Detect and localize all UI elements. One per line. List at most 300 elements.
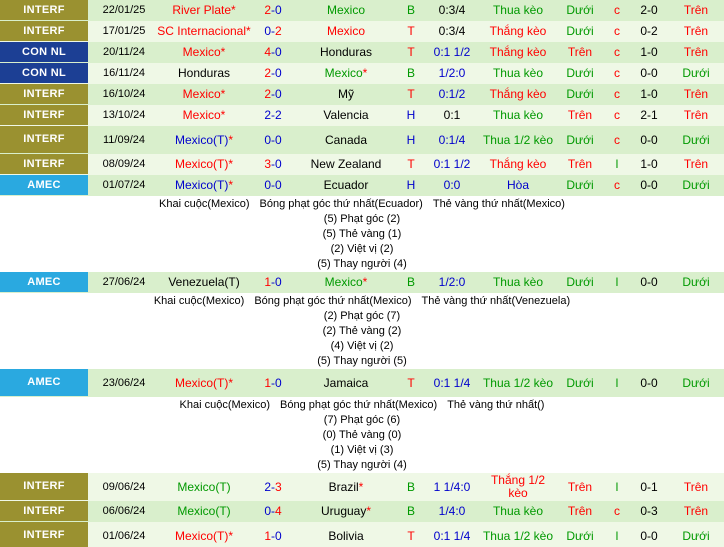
home-team-name: Mexico(T) — [174, 178, 229, 192]
handicap-result — [480, 369, 556, 397]
away-team[interactable] — [294, 272, 398, 293]
over-under-ft — [556, 84, 604, 105]
even-odd-text: l — [615, 528, 619, 543]
league-badge[interactable]: INTERF — [0, 473, 88, 500]
league-badge[interactable]: INTERF — [0, 501, 88, 521]
over-under-ft-text: Dưới — [566, 528, 594, 543]
handicap-line-text: 1 1/4:0 — [433, 479, 471, 494]
over-under-ft-text: Dưới — [566, 178, 594, 192]
match-row — [0, 473, 724, 501]
handicap-result-text: Thắng kèo — [489, 45, 547, 59]
league-badge[interactable]: INTERF — [0, 154, 88, 174]
over-under-ft-text: Trên — [567, 157, 593, 171]
ft-score-dash: - — [271, 66, 275, 80]
ft-score-dash: - — [271, 45, 275, 59]
ft-score-dash: - — [271, 157, 275, 171]
ft-score-dash: - — [271, 24, 275, 38]
home-team-name: Mexico(T) — [177, 504, 231, 518]
home-team[interactable] — [156, 501, 252, 522]
stats-opening: Khai cuộc(Mexico) — [159, 197, 250, 210]
match-row — [0, 84, 724, 105]
ht-score — [630, 501, 668, 522]
league-badge-cell — [0, 501, 92, 522]
away-team-star: * — [362, 66, 368, 80]
away-team-name: Brazil — [328, 479, 359, 494]
over-under-ft — [556, 369, 604, 397]
ht-score-text: 0-0 — [640, 132, 658, 147]
home-team[interactable] — [156, 63, 252, 84]
result-letter-text: H — [406, 108, 416, 122]
stats-line: (4) Việt vị (2) — [330, 339, 394, 352]
ft-score — [252, 126, 294, 154]
match-row — [0, 63, 724, 84]
away-team[interactable] — [294, 0, 398, 21]
away-team[interactable] — [294, 63, 398, 84]
stats-line: (2) Phạt góc (7) — [323, 309, 401, 322]
ft-score-dash: - — [271, 275, 275, 289]
ft-score-home: 0 — [264, 24, 271, 38]
over-under-ht — [668, 175, 724, 196]
over-under-ht-text: Dưới — [682, 528, 710, 543]
home-team[interactable] — [156, 272, 252, 293]
ft-score-home: 1 — [264, 275, 271, 289]
stats-first-corner: Bóng phạt góc thứ nhất(Mexico) — [280, 398, 438, 411]
handicap-line-text: 1/2:0 — [438, 66, 466, 80]
stats-first-yellow: Thẻ vàng thứ nhất(Venezuela) — [421, 294, 571, 307]
ht-score-text: 0-0 — [640, 375, 658, 390]
match-row — [0, 42, 724, 63]
ht-score — [630, 473, 668, 501]
match-date-text: 06/06/24 — [102, 505, 146, 517]
ft-score — [252, 501, 294, 522]
over-under-ht — [668, 272, 724, 293]
away-team-star: * — [358, 479, 364, 494]
over-under-ht-text: Dưới — [682, 178, 710, 192]
handicap-result — [480, 63, 556, 84]
even-odd — [604, 84, 630, 105]
ht-score — [630, 63, 668, 84]
home-team-name: Mexico — [182, 108, 221, 122]
stats-line: (2) Thẻ vàng (2) — [322, 324, 402, 337]
handicap-result-text: Thua 1/2 kèo — [482, 528, 554, 543]
even-odd — [604, 369, 630, 397]
ft-score-away: 3 — [275, 479, 282, 494]
home-team-name: Mexico(T) — [174, 157, 229, 171]
result-letter-text: T — [407, 157, 415, 171]
match-stats-block — [0, 397, 724, 473]
home-team[interactable] — [156, 522, 252, 547]
ft-score-away: 0 — [275, 45, 282, 59]
over-under-ht — [668, 473, 724, 501]
ft-score-away: 4 — [275, 504, 282, 518]
over-under-ht-text: Trên — [683, 504, 709, 518]
away-team[interactable] — [294, 84, 398, 105]
result-letter — [398, 473, 424, 501]
even-odd-text: c — [614, 45, 620, 59]
stats-first-yellow: Thẻ vàng thứ nhất() — [447, 398, 545, 411]
even-odd — [604, 105, 630, 126]
ht-score — [630, 175, 668, 196]
even-odd-text: c — [614, 3, 620, 17]
ht-score-text: 0-1 — [640, 479, 658, 494]
away-team[interactable] — [294, 501, 398, 522]
league-badge-cell — [0, 369, 92, 397]
over-under-ft-text: Trên — [567, 479, 593, 494]
match-date — [92, 21, 156, 42]
league-badge-cell — [0, 473, 92, 501]
home-team-name: Mexico(T) — [174, 528, 229, 543]
match-date — [92, 42, 156, 63]
home-team[interactable] — [156, 105, 252, 126]
handicap-result-text: Thua kèo — [492, 504, 544, 518]
away-team-name: Ecuador — [323, 178, 369, 192]
result-letter-text: T — [407, 87, 415, 101]
ft-score — [252, 84, 294, 105]
home-team[interactable] — [156, 175, 252, 196]
home-team-star: * — [231, 3, 236, 17]
home-team[interactable] — [156, 0, 252, 21]
ft-score — [252, 21, 294, 42]
ft-score-home: 1 — [264, 375, 271, 390]
ft-score-away: 0 — [275, 157, 282, 171]
ft-score-home: 3 — [264, 157, 271, 171]
over-under-ht — [668, 63, 724, 84]
ft-score-home: 2 — [264, 3, 271, 17]
stats-line: (5) Phạt góc (2) — [323, 212, 401, 225]
handicap-result — [480, 105, 556, 126]
ht-score — [630, 105, 668, 126]
ht-score — [630, 42, 668, 63]
over-under-ft — [556, 175, 604, 196]
even-odd — [604, 522, 630, 547]
ht-score-text: 0-0 — [640, 178, 658, 192]
over-under-ht — [668, 21, 724, 42]
ft-score-away: 0 — [275, 132, 282, 147]
home-team[interactable] — [156, 84, 252, 105]
ht-score — [630, 0, 668, 21]
result-letter-text: B — [406, 3, 415, 17]
over-under-ht-text: Trên — [683, 108, 709, 122]
away-team[interactable] — [294, 522, 398, 547]
ht-score-text: 1-0 — [640, 87, 658, 101]
home-team-name: River Plate — [172, 3, 231, 17]
home-team-star: * — [220, 87, 226, 101]
match-date — [92, 84, 156, 105]
ft-score — [252, 522, 294, 547]
match-date — [92, 522, 156, 547]
match-date-text: 20/11/24 — [102, 46, 145, 58]
over-under-ht — [668, 42, 724, 63]
even-odd-text: l — [615, 479, 619, 494]
match-date-text: 27/06/24 — [102, 276, 146, 288]
home-team[interactable] — [156, 126, 252, 154]
ft-score-home: 2 — [264, 66, 271, 80]
away-team[interactable] — [294, 126, 398, 154]
ft-score-away: 0 — [275, 275, 282, 289]
ft-score-dash: - — [271, 479, 275, 494]
handicap-line-text: 1/4:0 — [438, 504, 466, 518]
stats-opening: Khai cuộc(Mexico) — [153, 294, 245, 307]
match-row — [0, 369, 724, 397]
result-letter — [398, 0, 424, 21]
ft-score-dash: - — [271, 132, 275, 147]
away-team-name: Mexico — [326, 24, 365, 38]
home-team-star: * — [228, 178, 233, 192]
away-team-name: Valencia — [323, 108, 369, 122]
handicap-result-text: Thắng kèo — [489, 157, 547, 171]
result-letter — [398, 272, 424, 293]
result-letter-text: B — [406, 66, 415, 80]
ft-score-away: 2 — [275, 24, 282, 38]
over-under-ht — [668, 369, 724, 397]
over-under-ht-text: Trên — [683, 479, 709, 494]
handicap-line — [424, 369, 480, 397]
away-team[interactable] — [294, 473, 398, 501]
match-date — [92, 105, 156, 126]
league-badge[interactable]: INTERF — [0, 105, 88, 125]
handicap-result — [480, 21, 556, 42]
handicap-line-text: 0:1 1/4 — [433, 375, 471, 390]
over-under-ht — [668, 84, 724, 105]
ht-score — [630, 84, 668, 105]
home-team-name: Mexico(T) — [174, 375, 229, 390]
league-badge-cell — [0, 522, 92, 547]
away-team[interactable] — [294, 42, 398, 63]
handicap-line-text: 0:1 — [443, 108, 461, 122]
league-badge[interactable]: INTERF — [0, 21, 88, 41]
ft-score — [252, 369, 294, 397]
ft-score — [252, 154, 294, 175]
ft-score — [252, 175, 294, 196]
over-under-ft — [556, 0, 604, 21]
even-odd — [604, 63, 630, 84]
even-odd-text: c — [614, 24, 620, 38]
handicap-line — [424, 501, 480, 522]
league-badge-cell — [0, 272, 92, 293]
even-odd-text: l — [615, 275, 619, 289]
over-under-ft — [556, 105, 604, 126]
home-team-star: * — [220, 108, 226, 122]
handicap-result-text: Thắng 1/2 kèo — [490, 473, 546, 500]
over-under-ht — [668, 105, 724, 126]
away-team-name: Mỹ — [338, 87, 354, 101]
ft-score-dash: - — [271, 504, 275, 518]
home-team-name: Mexico — [182, 87, 221, 101]
over-under-ht-text: Trên — [683, 3, 709, 17]
ft-score-home: 2 — [264, 108, 271, 122]
handicap-result-text: Thua kèo — [492, 66, 544, 80]
ht-score — [630, 126, 668, 154]
result-letter — [398, 522, 424, 547]
away-team-name: Jamaica — [323, 375, 369, 390]
handicap-line-text: 0:3/4 — [438, 3, 466, 17]
match-date-text: 13/10/24 — [102, 109, 146, 121]
league-badge[interactable]: AMEC — [0, 272, 88, 292]
handicap-line-text: 1/2:0 — [438, 275, 466, 289]
match-row — [0, 272, 724, 293]
ft-score-dash: - — [271, 108, 275, 122]
home-team[interactable] — [156, 21, 252, 42]
ft-score-dash: - — [271, 528, 275, 543]
over-under-ft-text: Dưới — [566, 87, 594, 101]
even-odd — [604, 126, 630, 154]
handicap-line — [424, 84, 480, 105]
league-badge[interactable]: AMEC — [0, 369, 88, 396]
match-date-text: 16/10/24 — [102, 88, 146, 100]
result-letter — [398, 21, 424, 42]
result-letter — [398, 126, 424, 154]
over-under-ht-text: Trên — [683, 24, 709, 38]
away-team[interactable] — [294, 105, 398, 126]
handicap-result — [480, 154, 556, 175]
home-team[interactable] — [156, 473, 252, 501]
handicap-result-text: Thắng kèo — [489, 24, 547, 38]
over-under-ft-text: Trên — [567, 45, 593, 59]
over-under-ft — [556, 473, 604, 501]
over-under-ft — [556, 63, 604, 84]
ft-score-away: 0 — [275, 87, 282, 101]
match-date — [92, 272, 156, 293]
over-under-ht-text: Dưới — [682, 66, 710, 80]
handicap-result-text: Thua kèo — [492, 275, 544, 289]
match-row — [0, 522, 724, 547]
ft-score-home: 1 — [264, 528, 271, 543]
even-odd-text: c — [614, 132, 620, 147]
over-under-ft — [556, 21, 604, 42]
ht-score — [630, 369, 668, 397]
league-badge[interactable]: INTERF — [0, 522, 88, 547]
stats-line: (5) Thay người (4) — [317, 257, 407, 270]
league-badge-cell — [0, 175, 92, 196]
ht-score — [630, 21, 668, 42]
ft-score-home: 2 — [264, 479, 271, 494]
ft-score-home: 0 — [264, 132, 271, 147]
away-team[interactable] — [294, 154, 398, 175]
league-badge[interactable]: INTERF — [0, 0, 88, 20]
home-team[interactable] — [156, 42, 252, 63]
over-under-ht-text: Dưới — [682, 275, 710, 289]
match-row — [0, 501, 724, 522]
ht-score-text: 1-0 — [640, 157, 658, 171]
ht-score-text: 0-0 — [640, 275, 658, 289]
handicap-line-text: 0:1 1/4 — [433, 528, 471, 543]
over-under-ft-text: Dưới — [566, 3, 594, 17]
handicap-line — [424, 473, 480, 501]
ft-score — [252, 272, 294, 293]
over-under-ft-text: Dưới — [566, 275, 594, 289]
stats-first-corner: Bóng phạt góc thứ nhất(Ecuador) — [259, 197, 423, 210]
even-odd — [604, 42, 630, 63]
ft-score-dash: - — [271, 87, 275, 101]
away-team-name: Uruguay — [320, 504, 367, 518]
handicap-result — [480, 42, 556, 63]
over-under-ht — [668, 501, 724, 522]
match-date-text: 01/06/24 — [102, 529, 146, 542]
even-odd-text: c — [614, 87, 620, 101]
stats-first-yellow: Thẻ vàng thứ nhất(Mexico) — [432, 197, 565, 210]
result-letter-text: T — [407, 528, 415, 543]
stats-line: (1) Việt vị (3) — [330, 443, 394, 456]
over-under-ft — [556, 126, 604, 154]
even-odd — [604, 272, 630, 293]
match-date — [92, 154, 156, 175]
handicap-result — [480, 501, 556, 522]
league-badge[interactable]: AMEC — [0, 175, 88, 195]
home-team-name: Mexico — [182, 45, 221, 59]
ft-score-away: 0 — [275, 528, 282, 543]
handicap-line-text: 0:0 — [443, 178, 461, 192]
match-date — [92, 0, 156, 21]
match-date-text: 11/09/24 — [102, 133, 145, 146]
handicap-result — [480, 522, 556, 547]
handicap-line — [424, 21, 480, 42]
handicap-line-text: 0:1 1/2 — [433, 45, 471, 59]
home-team[interactable] — [156, 369, 252, 397]
match-date — [92, 473, 156, 501]
stats-line: (5) Thẻ vàng (1) — [322, 227, 402, 240]
ht-score — [630, 154, 668, 175]
league-badge[interactable]: INTERF — [0, 84, 88, 104]
league-badge[interactable]: INTERF — [0, 126, 88, 153]
away-team-name: New Zealand — [310, 157, 382, 171]
over-under-ht-text: Dưới — [682, 375, 710, 390]
home-team-name: Mexico(T) — [174, 132, 229, 147]
away-team[interactable] — [294, 369, 398, 397]
result-letter — [398, 84, 424, 105]
home-team-name: Venezuela(T) — [168, 275, 240, 289]
handicap-line — [424, 154, 480, 175]
even-odd-text: l — [615, 375, 619, 390]
even-odd — [604, 473, 630, 501]
stats-line: (5) Thay người (4) — [317, 458, 407, 471]
handicap-result-text: Thua 1/2 kèo — [482, 132, 554, 147]
even-odd — [604, 501, 630, 522]
league-badge[interactable]: CON NL — [0, 63, 88, 83]
match-row — [0, 105, 724, 126]
league-badge-cell — [0, 84, 92, 105]
over-under-ht — [668, 154, 724, 175]
result-letter-text: T — [407, 375, 415, 390]
ht-score-text: 1-0 — [640, 45, 658, 59]
stats-line: (2) Việt vị (2) — [330, 242, 394, 255]
home-team[interactable] — [156, 154, 252, 175]
result-letter-text: T — [407, 45, 415, 59]
away-team-star: * — [362, 275, 368, 289]
handicap-line — [424, 105, 480, 126]
ft-score-away: 0 — [275, 178, 282, 192]
away-team[interactable] — [294, 21, 398, 42]
ft-score-home: 4 — [264, 45, 271, 59]
away-team-name: Mexico — [326, 3, 365, 17]
home-team-star: * — [228, 528, 233, 543]
ht-score-text: 2-0 — [640, 3, 658, 17]
over-under-ht — [668, 126, 724, 154]
league-badge-cell — [0, 21, 92, 42]
league-badge-cell — [0, 105, 92, 126]
handicap-line — [424, 63, 480, 84]
even-odd-text: c — [614, 178, 620, 192]
handicap-line-text: 0:1 1/2 — [433, 157, 471, 171]
away-team[interactable] — [294, 175, 398, 196]
match-row — [0, 21, 724, 42]
home-team-star: * — [246, 24, 251, 38]
ht-score — [630, 272, 668, 293]
even-odd-text: c — [614, 66, 620, 80]
ft-score — [252, 105, 294, 126]
ht-score — [630, 522, 668, 547]
league-badge[interactable]: CON NL — [0, 42, 88, 62]
home-team-star: * — [228, 132, 233, 147]
